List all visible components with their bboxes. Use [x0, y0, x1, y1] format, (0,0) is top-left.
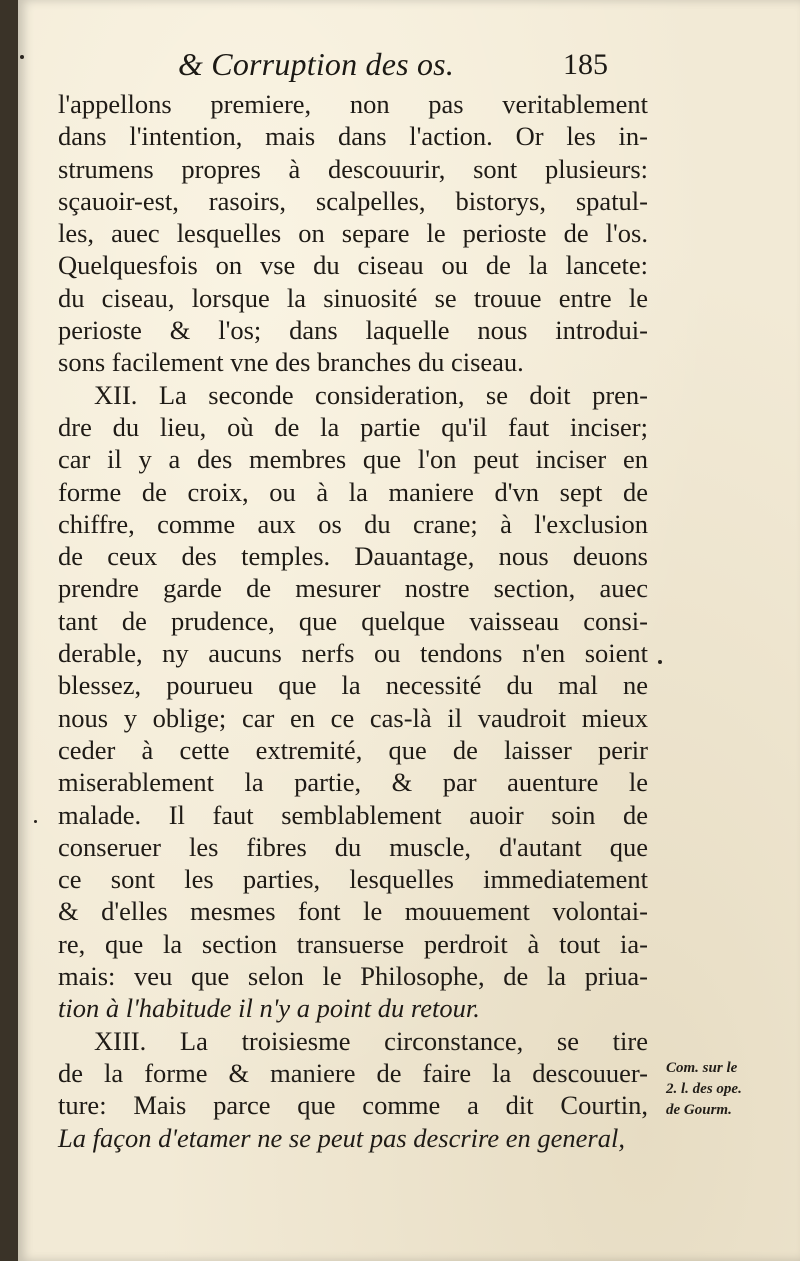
- text-line: chiffre, comme aux os du crane; à l'exclusion: [58, 508, 648, 539]
- text-line: dans l'intention, mais dans l'action. Or les in-: [58, 121, 648, 152]
- running-title: & Corruption des os.: [178, 46, 455, 82]
- text-line: blessez, pourueu que la necessité du mal ne: [58, 670, 648, 701]
- body-text: [58, 88, 648, 1154]
- text-line: car il y a des membres que l'on peut inciser en: [58, 444, 648, 475]
- ink-speck: [20, 55, 24, 59]
- text-line: de ceux des temples. Dauantage, nous deuons: [58, 541, 648, 572]
- book-page: [18, 0, 800, 1261]
- marginal-note-line: de Gourm.: [666, 1102, 732, 1118]
- text-line: Quelquesfois on vse du ciseau ou de la lancete:: [58, 250, 648, 281]
- page-header: [18, 46, 658, 86]
- text-line: l'appellons premiere, non pas veritablement: [58, 89, 648, 119]
- text-line: miserablement la partie, & par auenture le: [58, 767, 648, 798]
- text-line: nous y oblige; car en ce cas-là il vaudroit mieux: [58, 702, 648, 733]
- text-line: tant de prudence, que quelque vaisseau consi-: [58, 605, 648, 636]
- text-line: re, que la section transuerse perdroit à tout ia-: [58, 928, 648, 959]
- ink-speck: [34, 820, 37, 823]
- text-line: ce sont les parties, lesquelles immediatement: [58, 864, 648, 895]
- paragraph-xii-start: XII. La seconde consideration, se doit pren-: [94, 379, 648, 410]
- text-line-italic: La façon d'etamer ne se peut pas descrire en general,: [58, 1122, 625, 1153]
- text-line: & d'elles mesmes font le mouuement volontai-: [58, 896, 648, 927]
- text-line-italic: tion à l'habitude il n'y a point du retour.: [58, 993, 480, 1024]
- marginal-note: [666, 1058, 786, 1121]
- text-line: mais: veu que selon le Philosophe, de la priua-: [58, 961, 648, 992]
- text-line: dre du lieu, où de la partie qu'il faut inciser;: [58, 411, 648, 442]
- text-line: sçauoir-est, rasoirs, scalpelles, bistorys, spatul-: [58, 185, 648, 216]
- ink-speck: [658, 660, 662, 664]
- text-line: forme de croix, ou à la maniere d'vn sept de: [58, 476, 648, 507]
- text-line: ceder à cette extremité, que de laisser perir: [58, 734, 648, 765]
- text-line: ture: Mais parce que comme a dit Courtin,: [58, 1090, 648, 1121]
- text-line: perioste & l'os; dans laquelle nous introdui-: [58, 315, 648, 346]
- marginal-note-line: 2. l. des ope.: [666, 1081, 742, 1097]
- text-line: conseruer les fibres du muscle, d'autant que: [58, 831, 648, 862]
- paragraph-xiii-start: XIII. La troisiesme circonstance, se tire: [94, 1025, 648, 1056]
- text-line: strumens propres à descouurir, sont plusieurs:: [58, 153, 648, 184]
- text-line: derable, ny aucuns nerfs ou tendons n'en soient: [58, 638, 648, 669]
- text-line: malade. Il faut semblablement auoir soin de: [58, 799, 648, 830]
- text-line: prendre garde de mesurer nostre section, auec: [58, 573, 648, 604]
- marginal-note-line: Com. sur le: [666, 1060, 738, 1076]
- page-number: 185: [563, 48, 608, 81]
- text-line: sons facilement vne des branches du ciseau.: [58, 347, 524, 378]
- text-line: les, auec lesquelles on separe le perioste de l'os.: [58, 218, 648, 249]
- text-line: du ciseau, lorsque la sinuosité se trouue entre le: [58, 282, 648, 313]
- text-line: de la forme & maniere de faire la descouuer-: [58, 1057, 648, 1088]
